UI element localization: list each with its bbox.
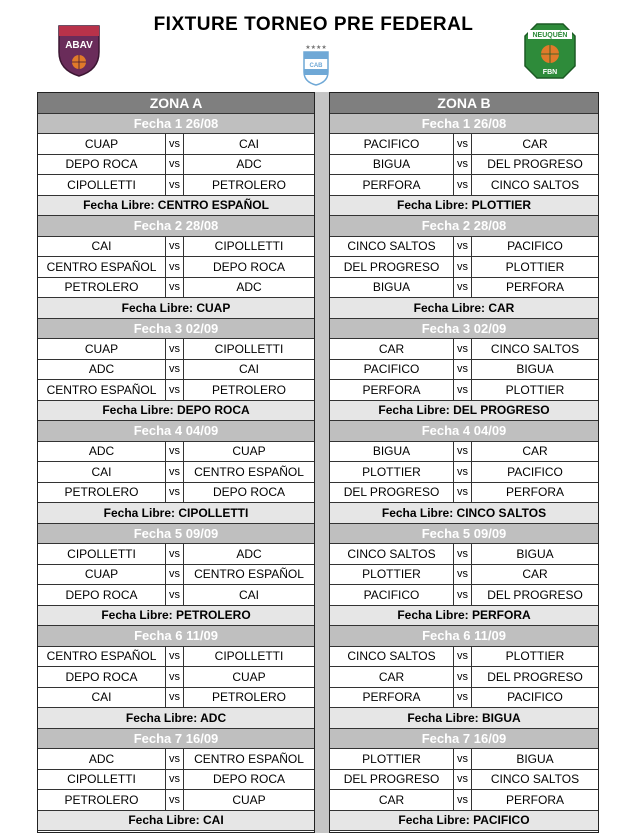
away-team: PERFORA <box>505 280 564 295</box>
vs-label: vs <box>454 688 472 708</box>
home-team: PACIFICO <box>330 134 454 154</box>
home-team: CAR <box>330 667 454 687</box>
away-team: BIGUA <box>516 362 554 377</box>
bye-row: Fecha Libre: BIGUA <box>330 708 598 729</box>
match-row <box>38 257 314 278</box>
away-team: CIPOLLETTI <box>214 649 284 664</box>
home-team: CAI <box>38 688 166 708</box>
match-row <box>38 134 314 155</box>
match-row <box>330 647 598 668</box>
svg-text:★★★★: ★★★★ <box>305 44 327 51</box>
home-team: CAR <box>330 339 454 359</box>
vs-label: vs <box>166 360 184 380</box>
match-row <box>330 749 598 770</box>
round-header: Fecha 5 09/09 <box>38 524 314 545</box>
vs-label: vs <box>166 155 184 175</box>
vs-label: vs <box>454 257 472 277</box>
home-team: PACIFICO <box>330 360 454 380</box>
vs-label: vs <box>166 462 184 482</box>
match-row <box>38 790 314 811</box>
home-team: CINCO SALTOS <box>330 237 454 257</box>
match-row <box>330 134 598 155</box>
away-team: CAR <box>522 567 548 582</box>
round-header: Fecha 6 11/09 <box>38 626 314 647</box>
vs-label: vs <box>454 585 472 605</box>
away-team: CUAP <box>232 669 266 684</box>
home-team: BIGUA <box>330 442 454 462</box>
home-team: CINCO SALTOS <box>330 544 454 564</box>
home-team: PERFORA <box>330 175 454 195</box>
vs-label: vs <box>166 257 184 277</box>
round-header: Fecha 1 26/08 <box>330 114 598 135</box>
home-team: PETROLERO <box>38 483 166 503</box>
vs-label: vs <box>166 749 184 769</box>
vs-label: vs <box>454 647 472 667</box>
away-team: DEL PROGRESO <box>487 669 583 684</box>
bye-row: Fecha Libre: CUAP <box>38 298 314 319</box>
vs-label: vs <box>454 483 472 503</box>
home-team: DEL PROGRESO <box>330 257 454 277</box>
away-team: PETROLERO <box>211 690 286 705</box>
match-row <box>330 257 598 278</box>
home-team: PACIFICO <box>330 585 454 605</box>
match-row <box>330 380 598 401</box>
home-team: CENTRO ESPAÑOL <box>38 647 166 667</box>
vs-label: vs <box>166 483 184 503</box>
home-team: CUAP <box>38 565 166 585</box>
match-row <box>330 667 598 688</box>
vs-label: vs <box>166 544 184 564</box>
vs-label: vs <box>166 278 184 298</box>
away-team: CENTRO ESPAÑOL <box>194 464 304 479</box>
page-header <box>0 0 627 92</box>
home-team: CAI <box>38 462 166 482</box>
cab-logo <box>302 42 330 86</box>
bye-row: Fecha Libre: PACIFICO <box>330 811 598 832</box>
home-team: CUAP <box>38 339 166 359</box>
bye-row: Fecha Libre: CIPOLLETTI <box>38 503 314 524</box>
home-team: CIPOLLETTI <box>38 175 166 195</box>
match-row <box>330 237 598 258</box>
away-team: DEPO ROCA <box>212 772 285 787</box>
fbn-logo <box>523 22 577 80</box>
vs-label: vs <box>454 360 472 380</box>
home-team: CAI <box>38 237 166 257</box>
away-team: PLOTTIER <box>505 649 565 664</box>
match-row <box>38 175 314 196</box>
home-team: ADC <box>38 360 166 380</box>
match-row <box>330 790 598 811</box>
vs-label: vs <box>454 667 472 687</box>
home-team: CENTRO ESPAÑOL <box>38 380 166 400</box>
bye-row: Fecha Libre: CAI <box>38 811 314 832</box>
fbn-logo-top-text: NEUQUÉN <box>532 32 568 39</box>
away-team: PACIFICO <box>507 239 563 254</box>
vs-label: vs <box>166 380 184 400</box>
away-team: DEL PROGRESO <box>487 157 583 172</box>
match-row <box>38 749 314 770</box>
bye-row: Fecha Libre: DEL PROGRESO <box>330 401 598 422</box>
away-team: PETROLERO <box>211 382 286 397</box>
vs-label: vs <box>454 339 472 359</box>
match-row <box>330 278 598 299</box>
match-row <box>38 360 314 381</box>
home-team: PLOTTIER <box>330 565 454 585</box>
away-team: DEPO ROCA <box>212 485 285 500</box>
vs-label: vs <box>166 790 184 810</box>
vs-label: vs <box>166 770 184 790</box>
away-team: BIGUA <box>516 751 554 766</box>
home-team: CIPOLLETTI <box>38 770 166 790</box>
away-team: ADC <box>236 157 262 172</box>
away-team: PERFORA <box>505 792 564 807</box>
match-row <box>38 278 314 299</box>
vs-label: vs <box>166 585 184 605</box>
vs-label: vs <box>454 155 472 175</box>
away-team: CIPOLLETTI <box>214 239 284 254</box>
vs-label: vs <box>454 770 472 790</box>
round-header: Fecha 3 02/09 <box>38 319 314 340</box>
zone-header: ZONA A <box>38 93 314 114</box>
away-team: CENTRO ESPAÑOL <box>194 567 304 582</box>
vs-label: vs <box>454 790 472 810</box>
away-team: PACIFICO <box>507 464 563 479</box>
match-row <box>38 585 314 606</box>
vs-label: vs <box>166 339 184 359</box>
match-row <box>330 585 598 606</box>
home-team: ADC <box>38 442 166 462</box>
match-row <box>38 442 314 463</box>
match-row <box>330 688 598 709</box>
home-team: PERFORA <box>330 380 454 400</box>
round-header: Fecha 4 04/09 <box>38 421 314 442</box>
match-row <box>38 544 314 565</box>
away-team: PERFORA <box>505 485 564 500</box>
home-team: CUAP <box>38 134 166 154</box>
bye-row: Fecha Libre: CAR <box>330 298 598 319</box>
bye-row: Fecha Libre: PERFORA <box>330 606 598 627</box>
match-row <box>330 339 598 360</box>
vs-label: vs <box>454 237 472 257</box>
away-team: DEPO ROCA <box>212 259 285 274</box>
match-row <box>38 483 314 504</box>
vs-label: vs <box>166 647 184 667</box>
match-row <box>38 647 314 668</box>
vs-label: vs <box>166 667 184 687</box>
bye-row: Fecha Libre: CENTRO ESPAÑOL <box>38 196 314 217</box>
abav-logo-text: ABAV <box>65 40 93 51</box>
zone-a-table <box>37 92 315 833</box>
vs-label: vs <box>166 565 184 585</box>
away-team: CIPOLLETTI <box>214 341 284 356</box>
vs-label: vs <box>454 544 472 564</box>
away-team: BIGUA <box>516 546 554 561</box>
away-team: CAR <box>522 444 548 459</box>
vs-label: vs <box>454 380 472 400</box>
round-header: Fecha 7 16/09 <box>38 729 314 750</box>
vs-label: vs <box>166 688 184 708</box>
away-team: CAI <box>238 136 259 151</box>
away-team: ADC <box>236 280 262 295</box>
home-team: BIGUA <box>330 155 454 175</box>
vs-label: vs <box>454 134 472 154</box>
home-team: PERFORA <box>330 688 454 708</box>
bye-row: Fecha Libre: CINCO SALTOS <box>330 503 598 524</box>
zone-b-table <box>329 92 599 833</box>
match-row <box>330 360 598 381</box>
away-team: PLOTTIER <box>505 259 565 274</box>
home-team: DEPO ROCA <box>38 155 166 175</box>
vs-label: vs <box>166 237 184 257</box>
vs-label: vs <box>454 462 472 482</box>
round-header: Fecha 6 11/09 <box>330 626 598 647</box>
match-row <box>330 544 598 565</box>
zone-header: ZONA B <box>330 93 598 114</box>
vs-label: vs <box>166 175 184 195</box>
round-header: Fecha 2 28/08 <box>330 216 598 237</box>
home-team: PETROLERO <box>38 278 166 298</box>
away-team: CUAP <box>232 444 266 459</box>
away-team: PACIFICO <box>507 690 563 705</box>
away-team: CINCO SALTOS <box>490 341 580 356</box>
home-team: PLOTTIER <box>330 749 454 769</box>
bye-row: Fecha Libre: PLOTTIER <box>330 196 598 217</box>
bye-row: Fecha Libre: DEPO ROCA <box>38 401 314 422</box>
home-team: DEL PROGRESO <box>330 483 454 503</box>
home-team: CAR <box>330 790 454 810</box>
home-team: CENTRO ESPAÑOL <box>38 257 166 277</box>
page-title: FIXTURE TORNEO PRE FEDERAL <box>153 14 474 35</box>
away-team: PLOTTIER <box>505 382 565 397</box>
match-row <box>330 770 598 791</box>
vs-label: vs <box>166 134 184 154</box>
round-header: Fecha 3 02/09 <box>330 319 598 340</box>
fixture-grid <box>37 92 599 833</box>
away-team: CAR <box>522 136 548 151</box>
match-row <box>38 237 314 258</box>
home-team: ADC <box>38 749 166 769</box>
vs-label: vs <box>166 442 184 462</box>
away-team: ADC <box>236 546 262 561</box>
round-header: Fecha 1 26/08 <box>38 114 314 135</box>
home-team: DEPO ROCA <box>38 667 166 687</box>
match-row <box>330 442 598 463</box>
vs-label: vs <box>454 278 472 298</box>
vs-label: vs <box>454 442 472 462</box>
match-row <box>330 155 598 176</box>
away-team: CAI <box>238 362 259 377</box>
home-team: BIGUA <box>330 278 454 298</box>
match-row <box>330 175 598 196</box>
round-header: Fecha 4 04/09 <box>330 421 598 442</box>
home-team: CINCO SALTOS <box>330 647 454 667</box>
match-row <box>330 565 598 586</box>
round-header: Fecha 7 16/09 <box>330 729 598 750</box>
match-row <box>38 688 314 709</box>
match-row <box>330 483 598 504</box>
match-row <box>38 667 314 688</box>
match-row <box>38 339 314 360</box>
match-row <box>38 565 314 586</box>
home-team: CIPOLLETTI <box>38 544 166 564</box>
vs-label: vs <box>454 565 472 585</box>
match-row <box>38 462 314 483</box>
bye-row: Fecha Libre: PETROLERO <box>38 606 314 627</box>
away-team: DEL PROGRESO <box>487 587 583 602</box>
away-team: PETROLERO <box>211 177 286 192</box>
vs-label: vs <box>454 175 472 195</box>
fbn-logo-bottom-text: FBN <box>542 69 558 76</box>
away-team: CINCO SALTOS <box>490 177 580 192</box>
cab-logo-text: CAB <box>309 63 323 69</box>
home-team: PLOTTIER <box>330 462 454 482</box>
away-team: CENTRO ESPAÑOL <box>194 751 304 766</box>
away-team: CAI <box>238 587 259 602</box>
match-row <box>38 380 314 401</box>
match-row <box>330 462 598 483</box>
round-header: Fecha 2 28/08 <box>38 216 314 237</box>
home-team: DEL PROGRESO <box>330 770 454 790</box>
match-row <box>38 155 314 176</box>
home-team: PETROLERO <box>38 790 166 810</box>
vs-label: vs <box>454 749 472 769</box>
bye-row: Fecha Libre: ADC <box>38 708 314 729</box>
home-team: DEPO ROCA <box>38 585 166 605</box>
match-row <box>38 770 314 791</box>
round-header: Fecha 5 09/09 <box>330 524 598 545</box>
away-team: CINCO SALTOS <box>490 772 580 787</box>
away-team: CUAP <box>232 792 266 807</box>
